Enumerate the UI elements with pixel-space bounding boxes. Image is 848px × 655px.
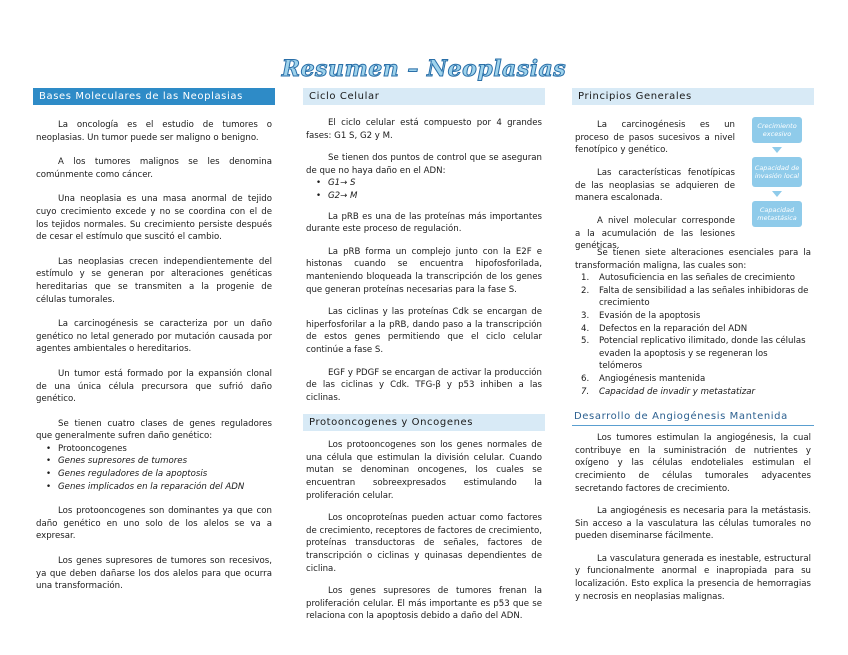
paragraph: EGF y PDGF se encargan de activar la producción de las ciclinas y Cdk. TFG-β y p53 inhiben a las ciclinas.	[306, 367, 542, 403]
section-header-bases-moleculares: Bases Moleculares de las Neoplasias	[33, 88, 275, 105]
list-item: • Protooncogenes	[36, 443, 272, 456]
arrow-down-icon	[772, 147, 782, 153]
list-item: 4. Defectos en la reparación del ADN	[581, 323, 748, 334]
column-principios-generales	[572, 88, 814, 603]
paragraph: Las características fenotípicas de las neoplasias se adquieren de manera escalonada.	[575, 168, 735, 204]
paragraph: A los tumores malignos se les denomina comúnmente como cáncer.	[36, 157, 272, 180]
paragraph: Se tienen siete alteraciones esenciales para la transformación maligna, las cuales son:	[575, 248, 811, 271]
diagram-step-invasion: Capacidad de invasión local	[752, 157, 802, 187]
paragraph: A nivel molecular corresponde a la acumulación de las lesiones genéticas.	[575, 216, 735, 252]
list-item: • G2→ M	[306, 190, 542, 203]
paragraph: La vasculatura generada es inestable, estructural y funcionalmente anormal e inapropiada para su localización. Esto explica la presencia de hemorragias y necrosis en neoplasias malignas.	[575, 553, 811, 602]
paragraph: La carcinogénesis se caracteriza por un daño genético no letal generado por mutación causada por agentes ambientales o hereditarios.	[36, 319, 272, 355]
checkpoint-list	[306, 177, 542, 202]
paragraph: Se tienen dos puntos de control que se aseguran de que no haya daño en el ADN:	[306, 153, 542, 176]
list-item: • G1→ S	[306, 177, 542, 190]
paragraph: Los oncoproteínas pueden actuar como factores de crecimiento, receptores de factores de crecimiento, proteínas transductoras de señales, factores de transcripción o ciclinas y quinasas dependientes de ciclina.	[306, 513, 542, 574]
paragraph: Un tumor está formado por la expansión clonal de una única célula precursora que sufrió daño genético.	[36, 368, 272, 405]
regulator-gene-list	[36, 443, 272, 493]
diagram-step-crecimiento: Crecimiento excesivo	[752, 117, 802, 143]
list-item: • Genes supresores de tumores	[36, 455, 272, 468]
alteration-list	[575, 272, 811, 398]
paragraph: Los protooncogenes son dominantes ya que con daño genético en uno solo de los alelos se va a expresar.	[36, 506, 272, 542]
paragraph: Las ciclinas y las proteínas Cdk se encargan de hiperfosforilar a la pRB, dando paso a la transcripción de estos genes permitiendo que el ciclo celular continúe a fase S.	[306, 307, 542, 355]
section-header-angiogenesis: Desarrollo de Angiogénesis Mantenida	[572, 408, 814, 426]
list-item: 2. Falta de sensibilidad a las señales inhibidoras de crecimiento	[581, 285, 809, 309]
list-item: 7. Capacidad de invadir y metastatizar	[581, 386, 756, 397]
list-item: • Genes implicados en la reparación del ADN	[36, 481, 272, 494]
paragraph: Los genes supresores de tumores frenan la proliferación celular. El más importante es p53 que se relaciona con la apoptosis debido a daño del ADN.	[306, 586, 542, 622]
paragraph: La carcinogénesis es un proceso de pasos sucesivos a nivel fenotípico y genético.	[575, 120, 735, 156]
paragraph: La pRB forma un complejo junto con la E2F e histonas cuando se encuentra hipofosforilada, manteniendo bloqueada la transcripción de los genes que generan proteínas necesarias para la fase S.	[306, 246, 542, 295]
paragraph: La angiogénesis es necesaria para la metástasis. Sin acceso a la vasculatura las células tumorales no pueden diseminarse fácilmente.	[575, 506, 811, 542]
page-title: Resumen – Neoplasias	[281, 56, 567, 82]
paragraph: Una neoplasia es una masa anormal de tejido cuyo crecimiento excede y no se coordina con el de los tejidos normales. Su crecimiento persiste después de cesar el estímulo que suscitó el cambio.	[36, 194, 272, 243]
paragraph: Se tienen cuatro clases de genes reguladores que generalmente sufren daño genético:	[36, 418, 272, 442]
section-header-ciclo-celular: Ciclo Celular	[303, 88, 545, 105]
paragraph: Las neoplasias crecen independientemente del estímulo y se generan por alteraciones genéticas hereditarias que se transmiten a la progenie de células tumorales.	[36, 256, 272, 305]
list-item: 1. Autosuficiencia en las señales de crecimiento	[581, 273, 795, 284]
section-header-protooncogenes: Protooncogenes y Oncogenes	[303, 414, 545, 431]
diagram-step-metastasis: Capacidad metastásica	[752, 201, 802, 227]
paragraph: El ciclo celular está compuesto por 4 grandes fases: G1 S, G2 y M.	[306, 118, 542, 141]
list-item: • Genes reguladores de la apoptosis	[36, 468, 272, 481]
list-item: 5. Potencial replicativo ilimitado, donde las células evaden la apoptosis y se regeneran los telómeros	[581, 336, 806, 372]
paragraph: La pRB es una de las proteínas más importantes durante este proceso de regulación.	[306, 211, 542, 235]
paragraph: Los genes supresores de tumores son recesivos, ya que deben dañarse los dos alelos para que ocurra una transformación.	[36, 556, 272, 592]
list-item: 3. Evasión de la apoptosis	[581, 310, 701, 321]
paragraph: Los protooncogenes son los genes normales de una célula que estimulan la división celular. Cuando mutan se denominan oncogenes, los cuales se encuentran sobreexpresados estimulando la proliferación celular.	[306, 440, 542, 501]
list-item: 6. Angiogénesis mantenida	[581, 373, 706, 384]
column-bases-moleculares	[33, 88, 275, 593]
arrow-down-icon	[772, 191, 782, 197]
paragraph: La oncología es el estudio de tumores o neoplasias. Un tumor puede ser maligno o benigno.	[36, 120, 272, 143]
column-ciclo-celular	[303, 88, 545, 623]
section-header-principios-generales: Principios Generales	[572, 88, 814, 105]
paragraph: Los tumores estimulan la angiogénesis, la cual contribuye en la suministración de nutrientes y oxígeno y las células endoteliales estimulan el crecimiento de células tumorales adyacentes secretando factores de crecimiento.	[575, 433, 811, 494]
